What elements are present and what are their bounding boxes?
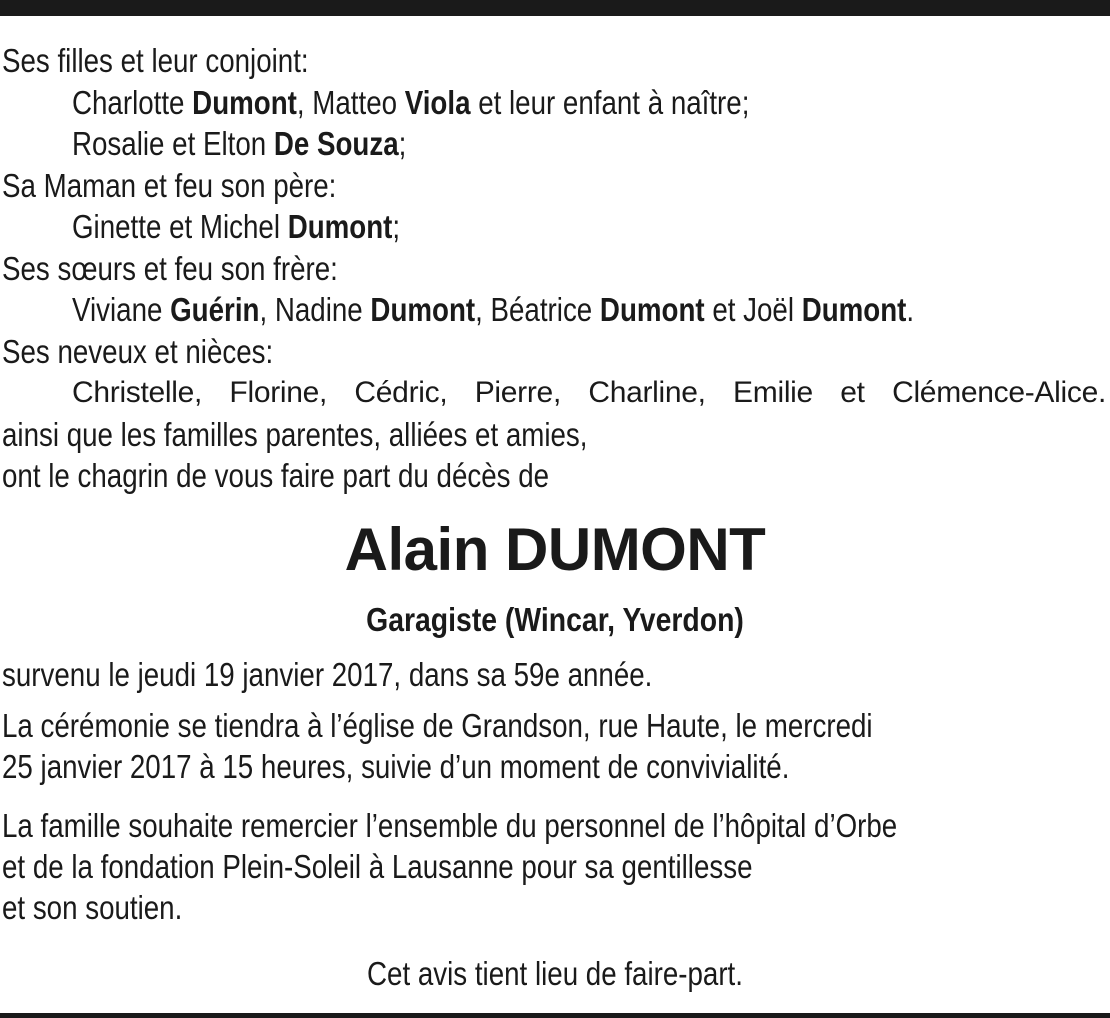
announcement-line: ont le chagrin de vous faire part du décès de	[2, 457, 550, 494]
deceased-name: Alain DUMONT	[344, 516, 766, 583]
thanks-line-2: et de la fondation Plein-Soleil à Lausanne pour sa gentillesse	[2, 848, 753, 885]
thanks-paragraph	[2, 805, 1108, 928]
siblings-line	[72, 289, 941, 331]
family-list	[2, 40, 1106, 497]
separator: ,	[296, 83, 313, 121]
first-name: Matteo	[312, 83, 398, 121]
line-tail: ;	[392, 208, 401, 245]
surname: De Souza	[273, 125, 399, 162]
line-tail: ;	[398, 125, 407, 162]
thanks-line-3: et son soutien.	[2, 889, 183, 926]
first-name: Rosalie et Elton	[72, 125, 267, 162]
first-name: Viviane	[72, 291, 163, 328]
first-name: Joël	[743, 291, 795, 328]
surname: Dumont	[370, 291, 476, 328]
parents-line	[72, 206, 941, 248]
surname: Dumont	[801, 291, 907, 328]
separator: ,	[259, 291, 275, 328]
thanks-line-1: La famille souhaite remercier l’ensemble du personnel de l’hôpital d’Orbe	[2, 807, 898, 844]
line-tail: et leur enfant à naître;	[470, 83, 750, 121]
first-name: Nadine	[274, 291, 363, 328]
separator: ,	[475, 291, 491, 328]
surname: Viola	[404, 83, 471, 121]
daughters-heading: Ses filles et leur conjoint:	[2, 42, 309, 79]
bottom-rule	[0, 1013, 1110, 1018]
first-name: Ginette et Michel	[72, 208, 281, 245]
daughter-line-2	[72, 123, 941, 165]
relatives-line: ainsi que les familles parentes, alliées et amies,	[2, 415, 588, 453]
surname: Guérin	[170, 291, 260, 328]
nephews-line: Christelle, Florine, Cédric, Pierre, Charline, Emilie et Clémence-Alice.	[72, 376, 1106, 409]
surname: Dumont	[599, 291, 705, 328]
first-name: Béatrice	[490, 291, 593, 328]
surname: Dumont	[192, 83, 297, 121]
surname: Dumont	[287, 208, 393, 245]
first-name: Charlotte	[72, 83, 185, 121]
separator: .	[906, 291, 915, 328]
top-rule	[0, 0, 1110, 16]
separator: et	[704, 291, 744, 328]
ceremony-paragraph	[2, 705, 1108, 787]
death-paragraph	[2, 654, 1108, 695]
parents-heading: Sa Maman et feu son père:	[2, 166, 337, 204]
ceremony-line-2: 25 janvier 2017 à 15 heures, suivie d’un moment de convivialité.	[2, 748, 790, 785]
siblings-heading: Ses sœurs et feu son frère:	[2, 249, 338, 287]
daughter-line-1	[72, 82, 941, 124]
deceased-profession: Garagiste (Wincar, Yverdon)	[366, 601, 744, 638]
closing-note: Cet avis tient lieu de faire-part.	[367, 955, 743, 992]
ceremony-line-1: La cérémonie se tiendra à l’église de Grandson, rue Haute, le mercredi	[2, 707, 873, 744]
death-line: survenu le jeudi 19 janvier 2017, dans sa 59e année.	[2, 656, 653, 693]
nephews-heading: Ses neveux et nièces:	[2, 332, 274, 370]
